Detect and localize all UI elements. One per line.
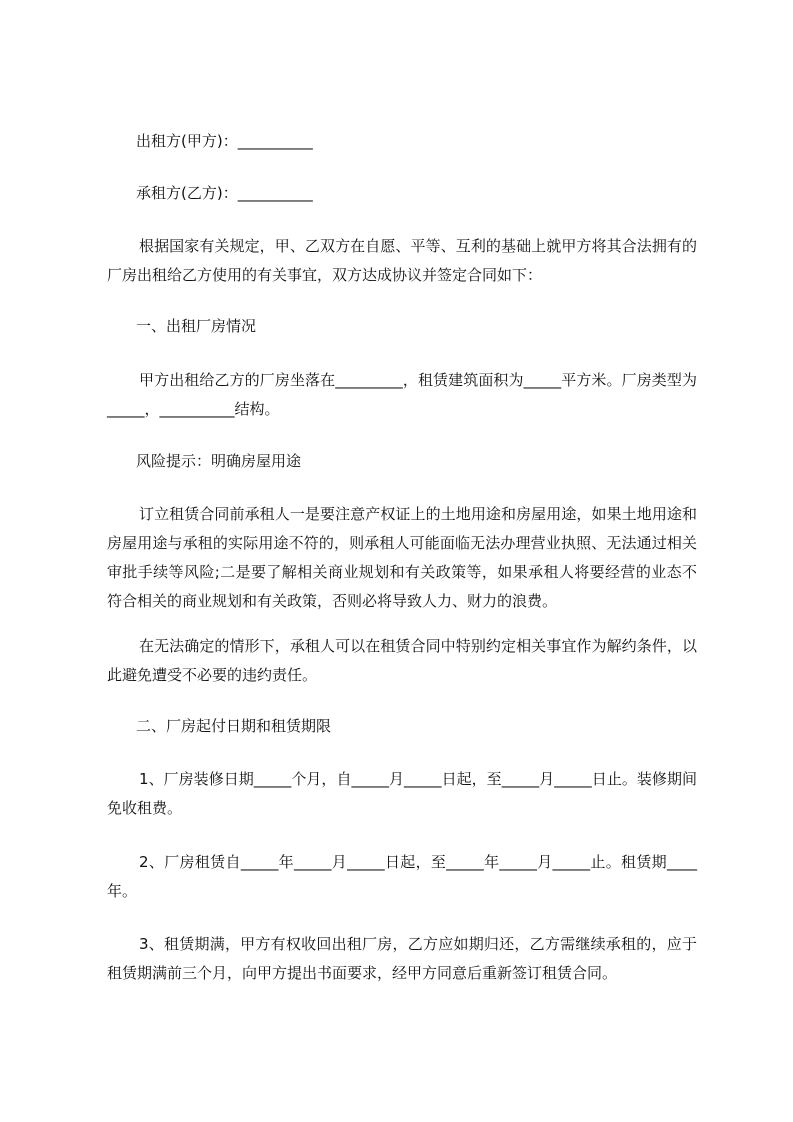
party-a-line: 出租方(甲方)：__________ [136, 132, 313, 150]
section-1-body: 甲方出租给乙方的厂房坐落在_________，租赁建筑面积为_____平方米。厂房类型为_____，__________结构。 [107, 371, 697, 418]
intro-paragraph: 根据国家有关规定，甲、乙双方在自愿、平等、互利的基础上就甲方将其合法拥有的厂房出租给乙方使用的有关事宜，双方达成协议并签定合同如下： [107, 237, 697, 284]
section-2-heading: 二、厂房起付日期和租赁期限 [136, 717, 332, 735]
risk-paragraph-2: 在无法确定的情形下，承租人可以在租赁合同中特别约定相关事宜作为解约条件，以此避免遭受不必要的违约责任。 [107, 637, 697, 684]
party-b-line: 承租方(乙方)：__________ [136, 184, 313, 202]
risk-heading: 风险提示：明确房屋用途 [136, 452, 302, 470]
term-item-1: 1、厂房装修日期_____个月，自_____月_____日起，至_____月_____日止。装修期间免收租费。 [107, 770, 697, 817]
term-item-2: 2、厂房租赁自_____年_____月_____日起，至_____年_____月_____止。租赁期____年。 [107, 853, 697, 900]
section-1-heading: 一、出租厂房情况 [136, 317, 257, 335]
risk-paragraph-1: 订立租赁合同前承租人一是要注意产权证上的土地用途和房屋用途，如果土地用途和房屋用途与承租的实际用途不符的，则承租人可能面临无法办理营业执照、无法通过相关审批手续等风险;二是要了解相关商业规划和有关政策等，如果承租人将要经营的业态不符合相关的商业规划和有关政策，否则必将导致人力、财力的浪费。 [107, 505, 697, 610]
term-item-3: 3、租赁期满，甲方有权收回出租厂房，乙方应如期归还，乙方需继续承租的，应于租赁期满前三个月，向甲方提出书面要求，经甲方同意后重新签订租赁合同。 [107, 935, 697, 982]
